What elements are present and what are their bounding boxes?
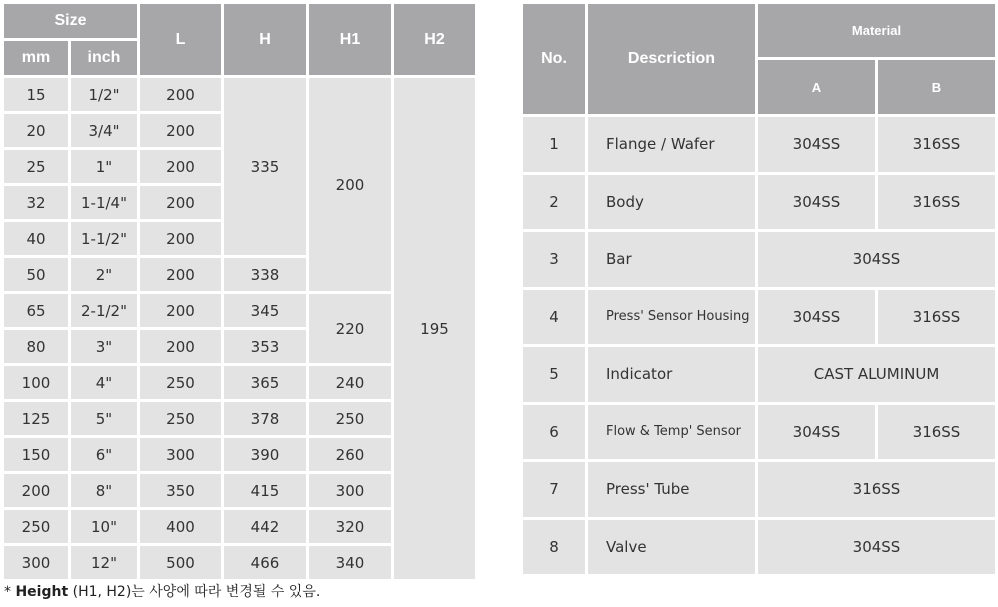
cell-description: Body bbox=[588, 175, 755, 230]
cell-material-a: 304SS bbox=[758, 290, 875, 345]
cell-material-b: 316SS bbox=[878, 405, 995, 460]
cell-mm: 250 bbox=[4, 510, 68, 543]
cell-inch: 12" bbox=[71, 546, 137, 579]
cell-h: 365 bbox=[224, 366, 306, 399]
header-size: Size bbox=[4, 4, 137, 38]
cell-inch: 8" bbox=[71, 474, 137, 507]
cell-mm: 40 bbox=[4, 222, 68, 255]
cell-mm: 65 bbox=[4, 294, 68, 327]
cell-mm: 150 bbox=[4, 438, 68, 471]
cell-description: Flow & Temp' Sensor bbox=[588, 405, 755, 460]
header-h2: H2 bbox=[394, 4, 475, 75]
cell-material-a: 304SS bbox=[758, 117, 875, 172]
cell-material-b: 316SS bbox=[878, 117, 995, 172]
cell-mm: 50 bbox=[4, 258, 68, 291]
cell-h: 442 bbox=[224, 510, 306, 543]
cell-no: 1 bbox=[523, 117, 585, 172]
header-material-a: A bbox=[758, 60, 875, 114]
cell-material-a: 304SS bbox=[758, 175, 875, 230]
cell-mm: 80 bbox=[4, 330, 68, 363]
cell-description: Bar bbox=[588, 232, 755, 287]
cell-mm: 32 bbox=[4, 186, 68, 219]
cell-l: 300 bbox=[140, 438, 221, 471]
cell-l: 200 bbox=[140, 78, 221, 111]
header-description: Descriction bbox=[588, 4, 755, 114]
cell-l: 200 bbox=[140, 114, 221, 147]
cell-inch: 1-1/2" bbox=[71, 222, 137, 255]
header-material-b: B bbox=[878, 60, 995, 114]
cell-mm: 20 bbox=[4, 114, 68, 147]
footnote-prefix: * bbox=[4, 584, 16, 600]
cell-l: 200 bbox=[140, 258, 221, 291]
cell-description: Indicator bbox=[588, 347, 755, 402]
cell-l: 200 bbox=[140, 294, 221, 327]
cell-no: 3 bbox=[523, 232, 585, 287]
cell-no: 5 bbox=[523, 347, 585, 402]
cell-l: 250 bbox=[140, 366, 221, 399]
cell-inch: 3/4" bbox=[71, 114, 137, 147]
cell-no: 2 bbox=[523, 175, 585, 230]
cell-description: Press' Sensor Housing bbox=[588, 290, 755, 345]
cell-l: 200 bbox=[140, 222, 221, 255]
cell-l: 200 bbox=[140, 330, 221, 363]
cell-h1: 300 bbox=[309, 474, 391, 507]
cell-inch: 1/2" bbox=[71, 78, 137, 111]
cell-inch: 3" bbox=[71, 330, 137, 363]
cell-mm: 100 bbox=[4, 366, 68, 399]
cell-h2: 195 bbox=[394, 78, 475, 579]
cell-inch: 2-1/2" bbox=[71, 294, 137, 327]
footnote bbox=[4, 581, 320, 601]
cell-h: 378 bbox=[224, 402, 306, 435]
footnote-bold: Height bbox=[15, 584, 69, 600]
cell-h1: 200 bbox=[309, 78, 391, 291]
cell-description: Flange / Wafer bbox=[588, 117, 755, 172]
cell-h: 390 bbox=[224, 438, 306, 471]
cell-inch: 1-1/4" bbox=[71, 186, 137, 219]
cell-no: 4 bbox=[523, 290, 585, 345]
cell-h: 338 bbox=[224, 258, 306, 291]
cell-no: 7 bbox=[523, 462, 585, 517]
cell-l: 250 bbox=[140, 402, 221, 435]
footnote-text: (H1, H2)는 사양에 따라 변경될 수 있음. bbox=[68, 584, 321, 600]
dimension-table bbox=[4, 4, 476, 578]
cell-material-merged: 304SS bbox=[758, 232, 995, 287]
cell-mm: 25 bbox=[4, 150, 68, 183]
cell-h1: 220 bbox=[309, 294, 391, 363]
cell-material-a: 304SS bbox=[758, 405, 875, 460]
cell-mm: 200 bbox=[4, 474, 68, 507]
cell-inch: 4" bbox=[71, 366, 137, 399]
material-table bbox=[523, 4, 995, 578]
cell-l: 350 bbox=[140, 474, 221, 507]
cell-material-b: 316SS bbox=[878, 290, 995, 345]
header-l: L bbox=[140, 4, 221, 75]
cell-material-merged: CAST ALUMINUM bbox=[758, 347, 995, 402]
cell-inch: 2" bbox=[71, 258, 137, 291]
cell-material-merged: 304SS bbox=[758, 520, 995, 575]
header-mm: mm bbox=[4, 41, 68, 75]
cell-h1: 250 bbox=[309, 402, 391, 435]
cell-l: 400 bbox=[140, 510, 221, 543]
cell-material-b: 316SS bbox=[878, 175, 995, 230]
header-h1: H1 bbox=[309, 4, 391, 75]
cell-h: 415 bbox=[224, 474, 306, 507]
cell-material-merged: 316SS bbox=[758, 462, 995, 517]
cell-mm: 125 bbox=[4, 402, 68, 435]
cell-no: 8 bbox=[523, 520, 585, 575]
cell-l: 200 bbox=[140, 186, 221, 219]
cell-mm: 300 bbox=[4, 546, 68, 579]
cell-h: 345 bbox=[224, 294, 306, 327]
cell-description: Valve bbox=[588, 520, 755, 575]
cell-h1: 240 bbox=[309, 366, 391, 399]
cell-h1: 260 bbox=[309, 438, 391, 471]
cell-h: 353 bbox=[224, 330, 306, 363]
cell-h: 335 bbox=[224, 78, 306, 255]
cell-no: 6 bbox=[523, 405, 585, 460]
cell-inch: 1" bbox=[71, 150, 137, 183]
header-no: No. bbox=[523, 4, 585, 114]
cell-mm: 15 bbox=[4, 78, 68, 111]
header-h: H bbox=[224, 4, 306, 75]
cell-h1: 320 bbox=[309, 510, 391, 543]
cell-inch: 6" bbox=[71, 438, 137, 471]
cell-l: 500 bbox=[140, 546, 221, 579]
header-material: Material bbox=[758, 4, 995, 57]
cell-description: Press' Tube bbox=[588, 462, 755, 517]
cell-h1: 340 bbox=[309, 546, 391, 579]
cell-h: 466 bbox=[224, 546, 306, 579]
cell-inch: 5" bbox=[71, 402, 137, 435]
cell-l: 200 bbox=[140, 150, 221, 183]
header-inch: inch bbox=[71, 41, 137, 75]
cell-inch: 10" bbox=[71, 510, 137, 543]
